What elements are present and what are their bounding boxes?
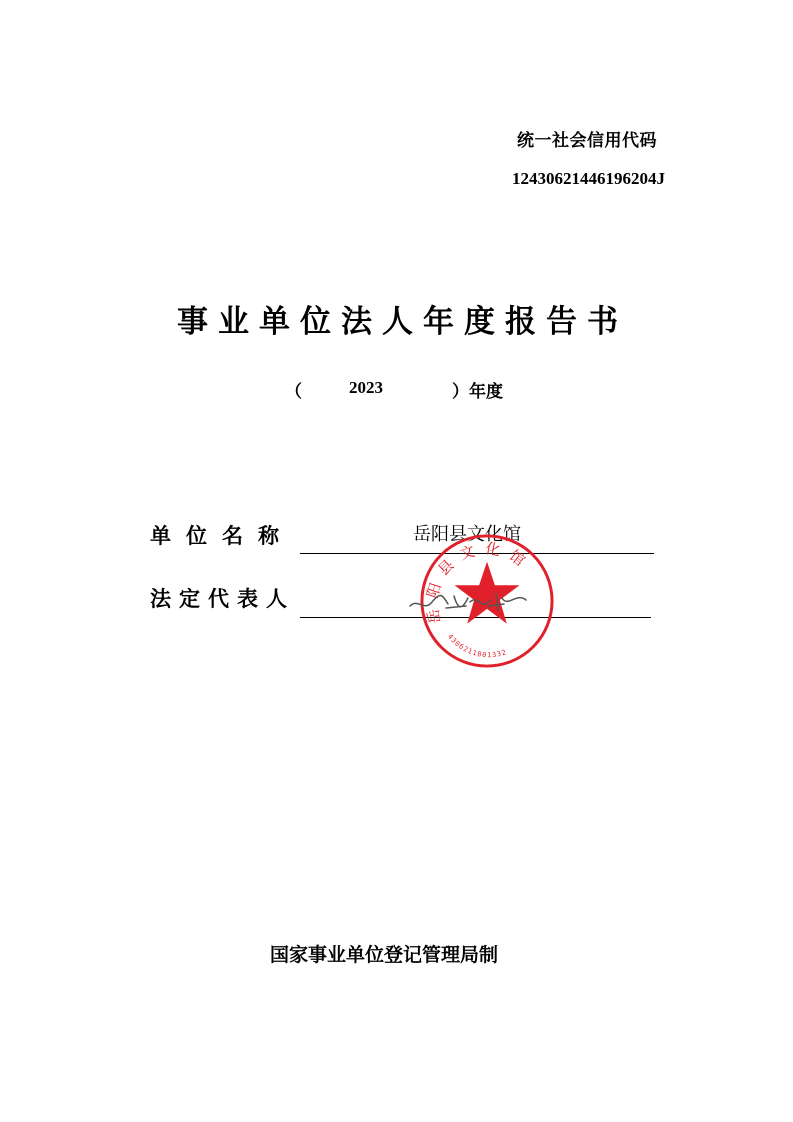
credit-code-label: 统一社会信用代码 <box>517 131 657 151</box>
svg-text:岳阳县文化馆: 岳阳县文化馆 <box>423 539 535 626</box>
svg-text:4306211001332: 4306211001332 <box>445 632 508 660</box>
credit-code-value: 12430621446196204J <box>512 169 665 188</box>
issuing-authority: 国家事业单位登记管理局制 <box>270 944 499 966</box>
unit-name-label: 单位名称 <box>150 524 294 548</box>
document-title: 事业单位法人年度报告书 <box>177 304 628 340</box>
year-suffix: ）年度 <box>452 382 503 402</box>
legal-rep-label: 法定代表人 <box>150 587 295 611</box>
unit-name-value: 岳阳县文化馆 <box>413 524 521 545</box>
report-year: 2023 <box>349 378 383 397</box>
legal-rep-signature <box>408 586 532 616</box>
year-open-paren: （ <box>285 382 302 402</box>
